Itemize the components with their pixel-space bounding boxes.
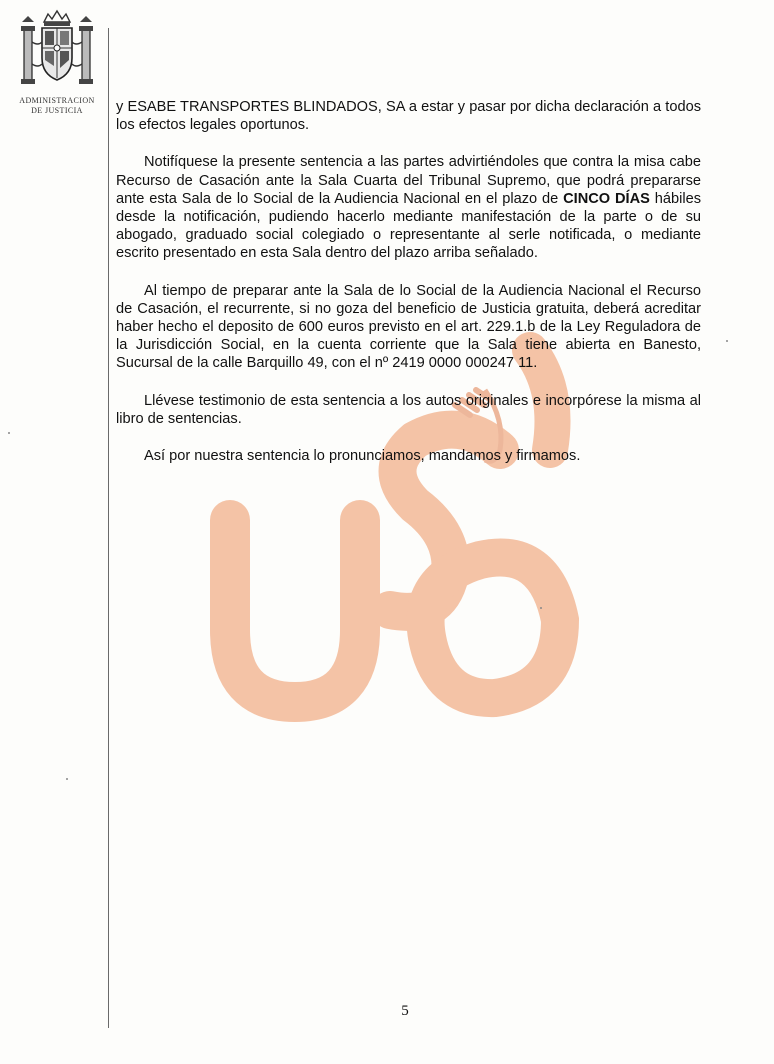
paragraph-2-text-b: hábiles desde la notificación, pudiendo hacerlo mediante manifestación de la parte o de su abogado, graduado social colegiado o representante al serle notificada, o mediante escrito presentado en esta Sala dentro del plazo arriba señalado. — [116, 190, 701, 262]
coat-of-arms-icon — [14, 8, 100, 92]
caption-line-2: DE JUSTICIA — [31, 106, 83, 115]
emblem-caption — [8, 96, 106, 116]
margin-rule — [108, 28, 109, 1028]
body-text — [116, 98, 701, 484]
paragraph-2-bold-term: CINCO DÍAS — [563, 190, 650, 207]
paragraph-5: Así por nuestra sentencia lo pronunciamos, mandamos y firmamos. — [144, 448, 581, 465]
paragraph-3: Al tiempo de preparar ante la Sala de lo Social de la Audiencia Nacional el Recurso de Casación, el recurrente, si no goza del beneficio de Justicia gratuita, deberá acreditar haber hecho el deposito de 600 euros previsto en el art. 229.1.b de la Ley Reguladora de la Jurisdicción Social, en la cuenta corriente que la Sala tiene abierta en Banesto, Sucursal de la calle Barquillo 49, con el nº 2419 0000 000247 11. — [116, 282, 701, 372]
scan-speck — [540, 607, 542, 609]
paragraph-4: Llévese testimonio de esta sentencia a los autos originales e incorpórese la misma al libro de sentencias. — [116, 392, 701, 427]
caption-line-1: ADMINISTRACION — [19, 96, 95, 105]
page-number: 5 — [401, 1003, 409, 1019]
scan-speck — [66, 778, 68, 780]
paragraph-1: y ESABE TRANSPORTES BLINDADOS, SA a estar y pasar por dicha declaración a todos los efectos legales oportunos. — [116, 99, 701, 134]
scan-speck — [726, 340, 728, 342]
scan-speck — [8, 432, 10, 434]
paragraph-2-text-a: Notifíquese la presente sentencia a las partes advirtiéndoles que contra la misa cabe Recurso de Casación ante la Sala Cuarta del Tribunal Supremo, que podrá prepararse ante esta Sala de lo Social de la Audiencia Nacional en el plazo de — [116, 154, 701, 207]
paragraph-2 — [116, 153, 701, 262]
